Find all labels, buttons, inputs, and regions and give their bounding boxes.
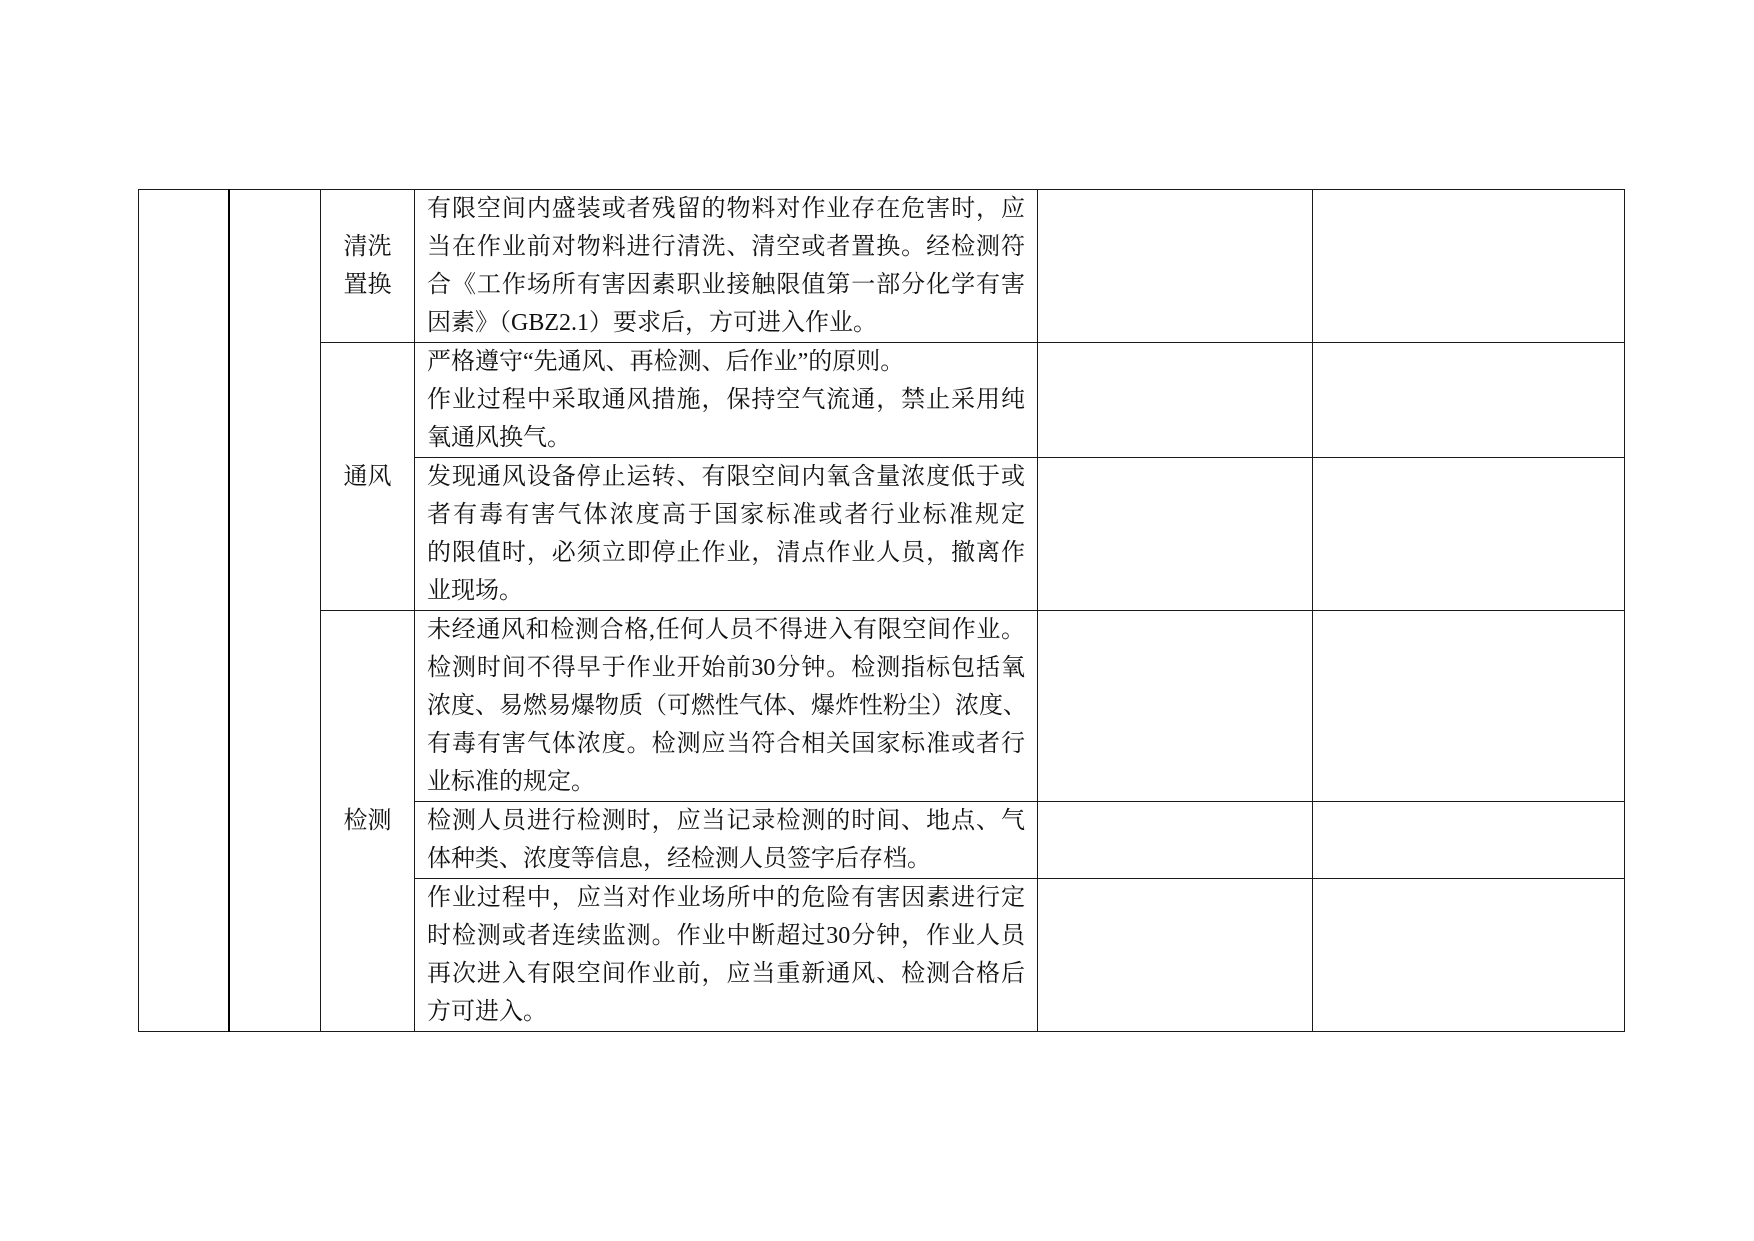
- blank-result-cell: [1038, 458, 1313, 611]
- requirement-line: 发现通风设备停止运转、有限空间内氧含量浓度低于或: [427, 464, 1025, 490]
- requirement-line: 方可进入。: [427, 999, 547, 1025]
- requirement-line: 体种类、浓度等信息，经检测人员签字后存档。: [427, 846, 931, 872]
- blank-result-cell: [1038, 190, 1313, 343]
- requirement-cell: [415, 343, 1038, 458]
- requirement-line: 合《工作场所有害因素职业接触限值第一部分化学有害: [427, 272, 1025, 298]
- blank-remark-cell: [1313, 802, 1625, 879]
- blank-result-cell: [1038, 802, 1313, 879]
- blank-result-cell: [1038, 343, 1313, 458]
- requirement-line: 的限值时，必须立即停止作业，清点作业人员，撤离作: [427, 540, 1025, 566]
- requirement-line: 再次进入有限空间作业前，应当重新通风、检测合格后: [427, 961, 1025, 987]
- category-cell: [321, 190, 415, 343]
- category-label: 清洗置换: [343, 234, 392, 298]
- blank-result-cell: [1038, 611, 1313, 802]
- requirement-cell: [415, 802, 1038, 879]
- category-label: 检测: [343, 808, 392, 834]
- category-label: 通风: [343, 463, 392, 490]
- requirement-cell: [415, 458, 1038, 611]
- checklist-table: [138, 189, 1625, 1032]
- blank-remark-cell: [1313, 611, 1625, 802]
- requirement-line: 作业过程中采取通风措施，保持空气流通，禁止采用纯: [427, 387, 1025, 413]
- blank-item-cell: [229, 190, 321, 1032]
- requirement-line: 检测人员进行检测时，应当记录检测的时间、地点、气: [427, 808, 1025, 834]
- requirement-line: 有限空间内盛装或者残留的物料对作业存在危害时，应: [427, 196, 1025, 222]
- requirement-line: 时检测或者连续监测。作业中断超过30分钟，作业人员: [427, 923, 1025, 949]
- requirement-line: 浓度、易燃易爆物质（可燃性气体、爆炸性粉尘）浓度、: [427, 693, 1027, 719]
- blank-remark-cell: [1313, 458, 1625, 611]
- blank-remark-cell: [1313, 879, 1625, 1032]
- table-row: [139, 343, 1625, 458]
- requirement-line: 业标准的规定。: [427, 769, 595, 795]
- blank-remark-cell: [1313, 343, 1625, 458]
- requirement-line: 有毒有害气体浓度。检测应当符合相关国家标准或者行: [427, 731, 1025, 757]
- requirement-line: 当在作业前对物料进行清洗、清空或者置换。经检测符: [427, 234, 1025, 260]
- category-cell: [321, 611, 415, 1032]
- requirement-line: 业现场。: [427, 578, 523, 604]
- requirement-line: 氧通风换气。: [427, 425, 571, 451]
- table-row: [139, 190, 1625, 343]
- blank-result-cell: [1038, 879, 1313, 1032]
- requirement-line: 检测时间不得早于作业开始前30分钟。检测指标包括氧: [427, 655, 1025, 681]
- requirement-line: 未经通风和检测合格,任何人员不得进入有限空间作业。: [427, 617, 1025, 643]
- blank-index-cell: [139, 190, 229, 1032]
- requirement-cell: [415, 611, 1038, 802]
- requirement-cell: [415, 190, 1038, 343]
- table-row: [139, 611, 1625, 802]
- requirement-line: 严格遵守“先通风、再检测、后作业”的原则。: [427, 349, 905, 375]
- blank-remark-cell: [1313, 190, 1625, 343]
- requirement-line: 作业过程中，应当对作业场所中的危险有害因素进行定: [427, 885, 1025, 911]
- requirement-line: 因素》（GBZ2.1）要求后，方可进入作业。: [427, 310, 877, 336]
- requirement-line: 者有毒有害气体浓度高于国家标准或者行业标准规定: [427, 502, 1025, 528]
- requirement-cell: [415, 879, 1038, 1032]
- category-cell: [321, 343, 415, 611]
